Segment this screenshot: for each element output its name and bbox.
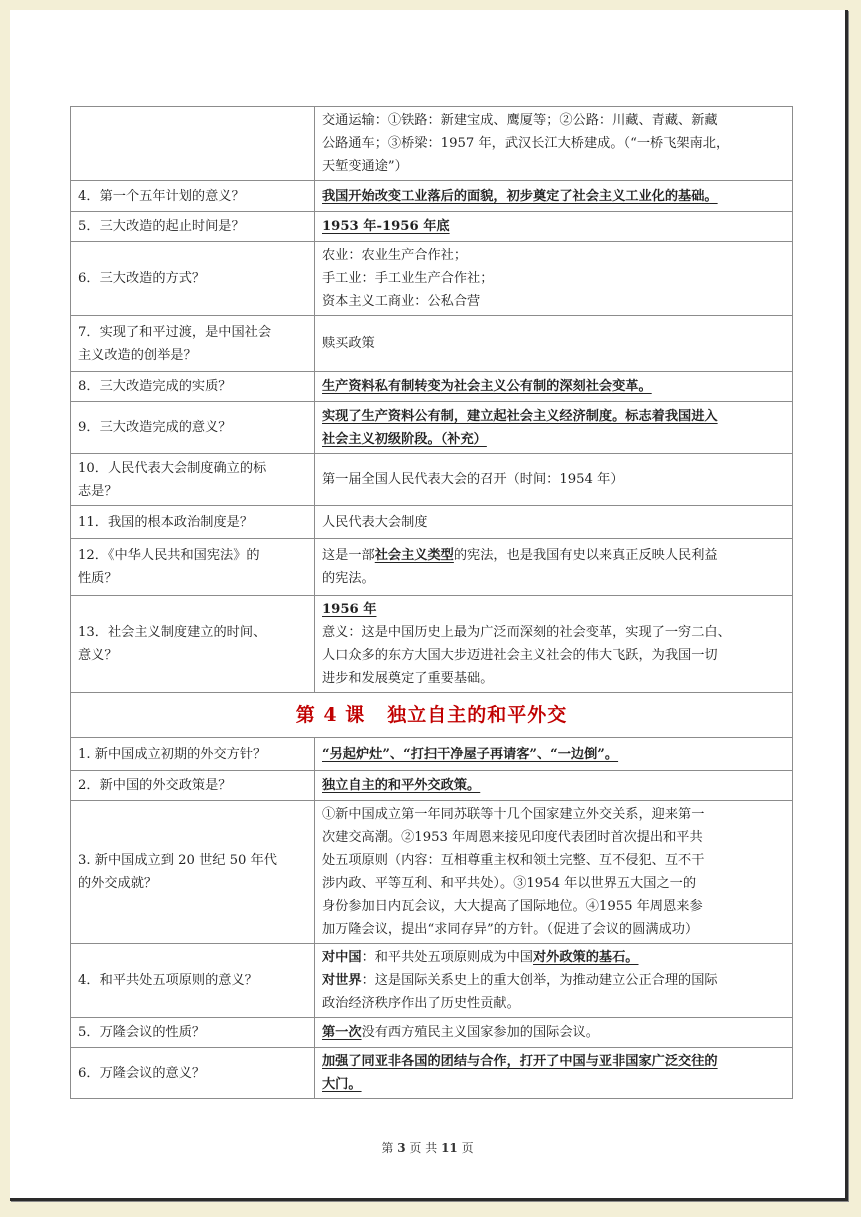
document-page xyxy=(10,10,848,1201)
table-row xyxy=(71,402,793,454)
answer-line xyxy=(322,969,785,992)
question-cell: 6．万隆会议的意义？ xyxy=(71,1048,315,1099)
answer-line: 社会主义初级阶段。（补充） xyxy=(322,431,487,447)
question-cell: 5．三大改造的起止时间是？ xyxy=(71,212,315,242)
question-line: 意义？ xyxy=(78,648,118,663)
table-row xyxy=(71,316,793,372)
answer-line: 农业：农业生产合作社； xyxy=(322,248,468,263)
question-cell: 4．和平共处五项原则的意义？ xyxy=(71,944,315,1018)
page-total: 11 xyxy=(441,1141,458,1155)
answer-cell xyxy=(315,539,793,596)
answer-line xyxy=(322,946,785,969)
table-row xyxy=(71,242,793,316)
table-row xyxy=(71,212,793,242)
answer-heading: 1956 年 xyxy=(322,602,377,617)
question-cell: 4．第一个五年计划的意义？ xyxy=(71,181,315,212)
answer-cell xyxy=(315,596,793,693)
lesson-heading-row xyxy=(71,693,793,738)
question-cell: 11．我国的根本政治制度是？ xyxy=(71,506,315,539)
answer-line xyxy=(322,544,785,567)
question-line: 13．社会主义制度建立的时间、 xyxy=(78,625,267,640)
question-cell xyxy=(71,596,315,693)
lesson-title: 独立自主的和平外交 xyxy=(387,703,568,726)
table-row xyxy=(71,771,793,801)
answer-cell xyxy=(315,1018,793,1048)
answer-line: 手工业：手工业生产合作社； xyxy=(322,271,494,286)
table-row xyxy=(71,738,793,771)
question-cell: 5．万隆会议的性质？ xyxy=(71,1018,315,1048)
footer-text: 页 xyxy=(461,1141,474,1155)
answer-cell: 独立自主的和平外交政策。 xyxy=(315,771,793,801)
answer-line: 次建交高潮。②1953 年周恩来接见印度代表团时首次提出和平共 xyxy=(322,830,703,845)
page-footer xyxy=(10,1139,845,1156)
answer-text: 这是一部 xyxy=(322,548,375,563)
question-cell: 2．新中国的外交政策是？ xyxy=(71,771,315,801)
answer-line: 身份参加日内瓦会议，大大提高了国际地位。④1955 年周恩来参 xyxy=(322,899,703,914)
answer-label: 对世界 xyxy=(322,973,362,988)
answer-line: 实现了生产资料公有制，建立起社会主义经济制度。标志着我国进入 xyxy=(322,408,718,424)
question-cell xyxy=(71,801,315,944)
answer-cell xyxy=(315,402,793,454)
answer-cell: 人民代表大会制度 xyxy=(315,506,793,539)
question-line: 志是？ xyxy=(78,483,118,499)
answer-cell xyxy=(315,1048,793,1099)
answer-text: 没有西方殖民主义国家参加的国际会议。 xyxy=(361,1025,599,1040)
answer-line: 加强了同亚非各国的团结与合作，打开了中国与亚非国家广泛交往的 xyxy=(322,1054,718,1069)
table-row xyxy=(71,181,793,212)
page-number: 3 xyxy=(397,1141,406,1155)
table-row xyxy=(71,107,793,181)
question-line: 性质？ xyxy=(78,571,118,586)
answer-cell xyxy=(315,944,793,1018)
table-row xyxy=(71,539,793,596)
question-line: 3. 新中国成立到 20 世纪 50 年代 xyxy=(78,853,277,868)
answer-line: 进步和发展奠定了重要基础。 xyxy=(322,671,494,686)
answer-emphasis: 第一次 xyxy=(322,1025,362,1040)
answer-cell: 1953 年-1956 年底 xyxy=(315,212,793,242)
answer-cell: “另起炉灶”、“打扫干净屋子再请客”、“一边倒”。 xyxy=(315,738,793,771)
question-line: 7．实现了和平过渡，是中国社会 xyxy=(78,324,272,340)
answer-line: ①新中国成立第一年同苏联等十几个国家建立外交关系，迎来第一 xyxy=(322,807,705,822)
answer-text: ：和平共处五项原则成为中国 xyxy=(361,950,533,965)
question-line: 主义改造的创举是？ xyxy=(78,347,197,363)
answer-line: 资本主义工商业：公私合营 xyxy=(322,294,481,309)
qa-table xyxy=(70,106,793,1099)
answer-line: 加万隆会议，提出“求同存异”的方针。（促进了会议的圆满成功） xyxy=(322,922,699,937)
table-row xyxy=(71,596,793,693)
table-row xyxy=(71,944,793,1018)
answer-emphasis: 社会主义类型 xyxy=(374,548,454,563)
question-line: 的外交成就？ xyxy=(78,876,158,891)
answer-line: 涉内政、平等互利、和平共处）。③1954 年以世界五大国之一的 xyxy=(322,876,697,891)
lesson-heading xyxy=(71,693,793,738)
footer-text: 第 xyxy=(381,1141,394,1155)
table-row xyxy=(71,1018,793,1048)
question-cell xyxy=(71,539,315,596)
table-row xyxy=(71,506,793,539)
answer-line: 公路通车；③桥梁：1957 年，武汉长江大桥建成。（“一桥飞架南北， xyxy=(322,136,730,151)
answer-line: 天堑变通途”） xyxy=(322,159,408,174)
answer-cell: 我国开始改变工业落后的面貌，初步奠定了社会主义工业化的基础。 xyxy=(315,181,793,212)
lesson-number: 第 4 课 xyxy=(295,703,366,726)
answer-label: 对中国 xyxy=(322,950,362,965)
answer-text: ：这是国际关系史上的重大创举，为推动建立公正合理的国际 xyxy=(361,973,718,988)
table-row xyxy=(71,454,793,506)
table-row xyxy=(71,1048,793,1099)
question-line: 12．《中华人民共和国宪法》的 xyxy=(78,548,260,563)
question-cell: 9．三大改造完成的意义？ xyxy=(71,402,315,454)
question-cell: 1. 新中国成立初期的外交方针？ xyxy=(71,738,315,771)
question-cell xyxy=(71,454,315,506)
answer-text: 的宪法，也是我国有史以来真正反映人民利益 xyxy=(453,548,718,563)
answer-line: 大门。 xyxy=(322,1077,362,1092)
question-cell: 8．三大改造完成的实质？ xyxy=(71,372,315,402)
question-line: 10．人民代表大会制度确立的标 xyxy=(78,460,267,476)
footer-text: 页 共 xyxy=(409,1141,438,1155)
answer-line: 的宪法。 xyxy=(322,571,375,586)
table-row xyxy=(71,801,793,944)
answer-cell: 第一届全国人民代表大会的召开（时间：1954 年） xyxy=(315,454,793,506)
answer-line: 政治经济秩序作出了历史性贡献。 xyxy=(322,996,520,1011)
answer-emphasis: 对外政策的基石。 xyxy=(533,950,639,965)
answer-cell: 生产资料私有制转变为社会主义公有制的深刻社会变革。 xyxy=(315,372,793,402)
question-cell xyxy=(71,107,315,181)
answer-cell: 赎买政策 xyxy=(315,316,793,372)
answer-line: 交通运输：①铁路：新建宝成、鹰厦等；②公路：川藏、青藏、新藏 xyxy=(322,113,718,128)
answer-line: 人口众多的东方大国大步迈进社会主义社会的伟大飞跃，为我国一切 xyxy=(322,648,718,663)
answer-cell xyxy=(315,801,793,944)
answer-line: 处五项原则（内容：互相尊重主权和领土完整、互不侵犯、互不干 xyxy=(322,853,705,868)
answer-line: 意义：这是中国历史上最为广泛而深刻的社会变革，实现了一穷二白、 xyxy=(322,625,731,640)
question-cell xyxy=(71,316,315,372)
answer-cell xyxy=(315,242,793,316)
question-cell: 6．三大改造的方式？ xyxy=(71,242,315,316)
answer-cell xyxy=(315,107,793,181)
table-row xyxy=(71,372,793,402)
